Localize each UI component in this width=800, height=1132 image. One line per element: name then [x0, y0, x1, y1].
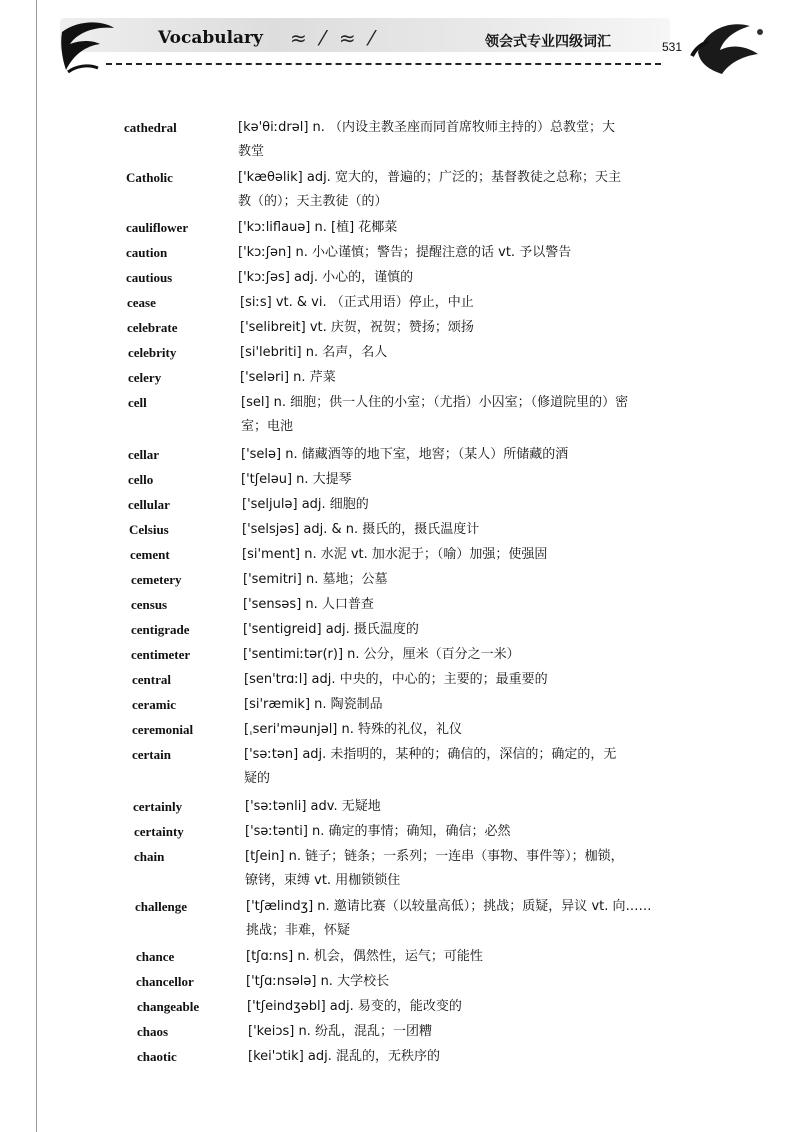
entry-definition: ['tʃeindʒəbl] adj. 易变的，能改变的 [247, 999, 462, 1014]
entry-definition: ['tʃælindʒ] n. 邀请比赛（以较量高低）；挑战；质疑，异议 vt. 向…… 挑战；非难，怀疑 [246, 899, 652, 938]
entry-definition: ['seləri] n. 芹菜 [240, 370, 336, 385]
entry-definition: [ˌseri'məunjəl] n. 特殊的礼仪，礼仪 [244, 722, 463, 737]
entry-headword: cello [128, 472, 154, 487]
entry-headword: certainly [133, 799, 183, 814]
entry-headword: certainty [134, 824, 184, 839]
entry-definition: ['sentigreid] adj. 摄氏温度的 [243, 622, 419, 637]
header-decoration: ≈ ⁄ ≈ ⁄ [290, 26, 378, 50]
page-header [0, 0, 800, 100]
entry-definition: ['kɔːʃəs] adj. 小心的，谨慎的 [238, 270, 414, 285]
entry-headword: cautious [126, 270, 173, 285]
entry-definition: ['tʃeləu] n. 大提琴 [241, 472, 352, 487]
entry-headword: changeable [137, 999, 200, 1014]
entry-definition: [si'ment] n. 水泥 vt. 加水泥于；（喻）加强；使强固 [242, 547, 548, 562]
entry-headword: central [132, 672, 171, 687]
entry-definition: ['keiɔs] n. 纷乱，混乱；一团糟 [248, 1024, 432, 1039]
entry-definition: ['sensəs] n. 人口普查 [243, 597, 374, 612]
entry-definition: [kə'θiːdrəl] n. （内设主教圣座而同首席牧师主持的）总教堂；大 教堂 [238, 120, 616, 159]
entry-headword: certain [132, 747, 171, 762]
entry-headword: ceremonial [132, 722, 194, 737]
entry-definition: ['səːtən] adj. 未指明的，某种的；确信的，深信的；确定的，无 疑的 [244, 747, 617, 786]
header-subtitle: 领会式专业四级词汇 [485, 34, 611, 50]
entry-definition: ['səːtənli] adv. 无疑地 [245, 799, 381, 814]
entry-definition: [sen'trɑːl] adj. 中央的，中心的；主要的；最重要的 [244, 672, 548, 687]
entry-definition: ['kɔːʃən] n. 小心谨慎；警告；提醒注意的话 vt. 予以警告 [238, 245, 572, 260]
entry-definition: ['kɔːliflauə] n. [植] 花椰菜 [238, 220, 398, 235]
entry-headword: cellular [128, 497, 170, 512]
entry-headword: cellar [128, 447, 160, 462]
entry-definition: ['seljulə] adj. 细胞的 [242, 497, 369, 512]
entry-headword: celebrity [128, 345, 177, 360]
entry-headword: cemetery [131, 572, 182, 587]
header-dashed-rule [106, 63, 661, 65]
entry-headword: centimeter [131, 647, 191, 662]
entry-definition: ['tʃɑːnsələ] n. 大学校长 [246, 974, 390, 989]
entry-headword: Celsius [129, 522, 169, 537]
page-number: 531 [662, 40, 683, 54]
entry-definition: [tʃein] n. 链子；链条；一系列；一连串（事物、事件等）；枷锁， 镣铐，束缚 vt. 用枷锁锁住 [245, 849, 624, 888]
swoosh-left-icon [56, 14, 118, 80]
entry-headword: cauliflower [126, 220, 189, 235]
entry-definition: ['sentimiːtər(r)] n. 公分，厘米（百分之一米） [243, 647, 520, 662]
entry-definition: ['selə] n. 储藏酒等的地下室，地窖；（某人）所储藏的酒 [241, 447, 569, 462]
entry-headword: caution [126, 245, 168, 260]
entry-headword: cathedral [124, 120, 177, 135]
entry-headword: centigrade [131, 622, 190, 637]
binding-line [36, 0, 37, 1132]
entry-headword: Catholic [126, 170, 173, 185]
entry-definition: ['kæθəlik] adj. 宽大的，普遍的；广泛的；基督教徒之总称；天主 教（的）；天主教徒（的） [238, 170, 621, 209]
swoosh-right-icon [688, 12, 768, 82]
entry-definition: [sel] n. 细胞；供一人住的小室；（尤指）小囚室；（修道院里的）密 室；电池 [241, 395, 629, 434]
entry-definition: [siːs] vt. & vi. （正式用语）停止，中止 [240, 295, 474, 310]
entry-headword: chaotic [137, 1049, 177, 1064]
entry-definition: [si'ræmik] n. 陶瓷制品 [244, 697, 383, 712]
header-title: Vocabulary [158, 28, 263, 48]
entry-headword: celery [128, 370, 162, 385]
entry-headword: chain [134, 849, 165, 864]
entry-headword: cell [128, 395, 147, 410]
entry-headword: cement [130, 547, 170, 562]
entry-headword: chance [136, 949, 175, 964]
entry-headword: cease [127, 295, 156, 310]
entry-definition: [tʃɑːns] n. 机会，偶然性，运气；可能性 [246, 949, 483, 964]
entry-headword: challenge [135, 899, 187, 914]
entry-headword: celebrate [127, 320, 178, 335]
entry-headword: chancellor [136, 974, 194, 989]
entry-definition: ['selibreit] vt. 庆贺，祝贺；赞扬；颂扬 [240, 320, 474, 335]
entry-definition: [kei'ɔtik] adj. 混乱的，无秩序的 [248, 1049, 440, 1064]
entry-headword: census [131, 597, 168, 612]
entry-definition: ['selsjəs] adj. & n. 摄氏的，摄氏温度计 [242, 522, 480, 537]
entry-definition: [si'lebriti] n. 名声，名人 [240, 345, 388, 360]
entry-definition: ['səːtənti] n. 确定的事情；确知，确信；必然 [245, 824, 511, 839]
entry-headword: chaos [137, 1024, 169, 1039]
entry-headword: ceramic [132, 697, 177, 712]
entry-definition: ['semitri] n. 墓地；公墓 [243, 572, 388, 587]
